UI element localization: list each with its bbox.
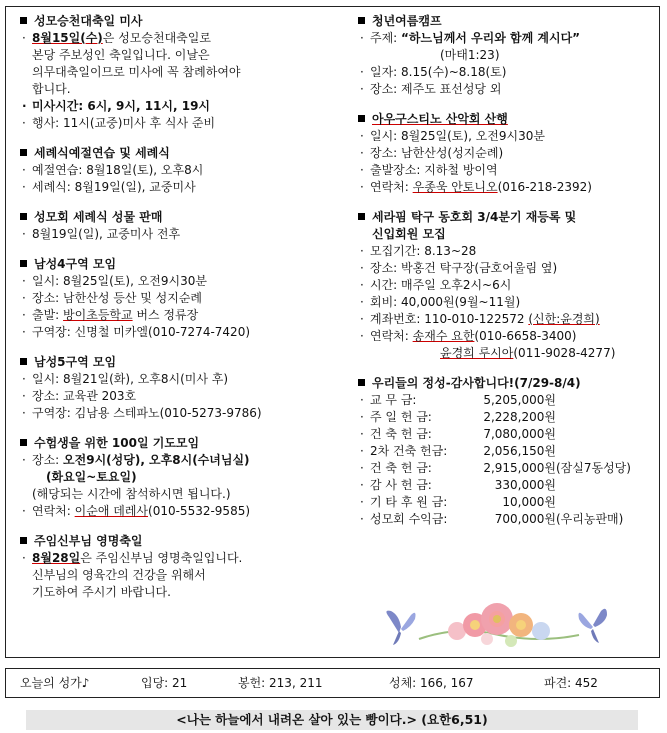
offering-note: (우리농판매)	[556, 512, 624, 526]
offering-note: (잠실7동성당)	[556, 461, 631, 475]
bullet-square-icon	[20, 17, 27, 24]
offering-row: · 성모회 수익금: 700,000원 (우리농판매)	[360, 512, 624, 526]
section-male-district-5: 남성5구역 모임 · 일시: 8월21일(화), 오후8시(미사 후) · 장소: 교육관 203호 · 구역장: 김남용 스테파노(010-5273-9786)	[20, 354, 340, 422]
bullet-square-icon	[358, 379, 365, 386]
section-title: 아우구스티노 산악회 산행	[358, 111, 654, 128]
section-hiking-club: 아우구스티노 산악회 산행 · 일시: 8월25일(토), 오전9시30분 · 장소: 남한산성(성지순례) · 출발장소: 지하철 방이역 · 연락처: 우종욱 안토니오(016-218-2392)	[358, 111, 654, 196]
offering-amount: 2,228,200원	[483, 410, 556, 424]
offering-row: · 감 사 헌 금: 330,000원	[360, 478, 556, 492]
bullet-square-icon	[20, 260, 27, 267]
butterfly-right-icon	[579, 609, 608, 643]
offering-list	[358, 392, 654, 528]
offering-label: 성모회 수익금:	[370, 512, 448, 526]
offering-label: 교 무 금:	[370, 393, 417, 407]
offering-label: 주 일 헌 금:	[370, 410, 432, 424]
offering-amount: 7,080,000원	[483, 427, 556, 441]
bulletin-main-box	[5, 6, 660, 658]
offering-amount: 700,000원	[494, 512, 556, 526]
section-title: 수험생을 위한 100일 기도모임	[20, 435, 340, 452]
hymn-bar	[5, 668, 660, 698]
bullet-square-icon	[20, 439, 27, 446]
section-title: 남성4구역 모임	[20, 256, 340, 273]
section-holy-goods-sale: 성모회 세례식 성물 판매 · 8월19일(일), 교중미사 전후	[20, 209, 340, 243]
offering-label: 건 축 헌 금:	[370, 427, 432, 441]
offering-row: · 교 무 금: 5,205,000원	[360, 393, 556, 407]
section-baptism: 세례식예절연습 및 세례식 · 예절연습: 8월18일(토), 오후8시 · 세례식: 8월19일(일), 교중미사	[20, 145, 340, 196]
offering-label: 2차 건축 헌금:	[370, 444, 448, 458]
section-title: 세라핌 탁구 동호회 3/4분기 재등록 및	[358, 209, 654, 226]
left-column	[20, 13, 340, 614]
offering-amount: 2,056,150원	[483, 444, 556, 458]
section-offerings	[358, 375, 654, 528]
section-pastor-feast: 주임신부님 영명축일 · 8월28일은 주임신부님 영명축일입니다. 신부님의 영육간의 건강을 위해서 기도하여 주시기 바랍니다.	[20, 533, 340, 601]
section-assumption-mass: 성모승천대축일 미사 · 8월15일(수)은 성모승천대축일로 본당 주보성인 축일입니다. 이날은 의무대축일이므로 미사에 꼭 참례하여야 합니다. · 미사시간: 6시, 9시, 11시, 19시 · 행사: 11시(교중)미사 후 식사 준비	[20, 13, 340, 132]
flower-decoration-icon	[379, 595, 619, 655]
today-song-label: 오늘의 성가♪	[20, 676, 90, 690]
bullet-square-icon	[358, 213, 365, 220]
communion-hymn: 성체: 166, 167	[389, 676, 474, 690]
offertory-hymn: 봉헌: 213, 211	[238, 676, 323, 690]
section-title: 주임신부님 영명축일	[20, 533, 340, 550]
offering-row: · 기 타 후 원 금: 10,000원	[360, 495, 556, 509]
section-exam-prayer: 수험생을 위한 100일 기도모임 · 장소: 오전9시(성당), 오후8시(수녀님실) (화요일~토요일) (해당되는 시간에 참석하시면 됩니다.) · 연락처: 이순애 데레사(010-5532-9585)	[20, 435, 340, 520]
bullet-square-icon	[20, 537, 27, 544]
offering-row: · 주 일 헌 금: 2,228,200원	[360, 410, 556, 424]
bullet-square-icon	[20, 213, 27, 220]
offering-amount: 2,915,000원	[483, 461, 556, 475]
section-title: 세례식예절연습 및 세례식	[20, 145, 340, 162]
bullet-square-icon	[20, 149, 27, 156]
section-title: 우리들의 정성-감사합니다!(7/29-8/4)	[358, 375, 654, 392]
offering-amount: 330,000원	[494, 478, 556, 492]
bible-verse: <나는 하늘에서 내려온 살아 있는 빵이다.> (요한6,51)	[26, 710, 638, 730]
butterfly-left-icon	[386, 611, 415, 645]
section-title: 성모승천대축일 미사	[20, 13, 340, 30]
right-column	[358, 13, 654, 541]
bullet-square-icon	[20, 358, 27, 365]
section-title: 성모회 세례식 성물 판매	[20, 209, 340, 226]
offering-row: · 건 축 헌 금: 7,080,000원	[360, 427, 556, 441]
offering-label: 기 타 후 원 금:	[370, 495, 448, 509]
offering-amount: 5,205,000원	[483, 393, 556, 407]
offering-label: 감 사 헌 금:	[370, 478, 432, 492]
offering-row: · 2차 건축 헌금: 2,056,150원	[360, 444, 556, 458]
section-title: 청년여름캠프	[358, 13, 654, 30]
bullet-square-icon	[358, 17, 365, 24]
entrance-hymn: 입당: 21	[141, 676, 188, 690]
section-table-tennis: 세라핌 탁구 동호회 3/4분기 재등록 및 신입회원 모집 · 모집기간: 8.13~28 · 장소: 박홍건 탁구장(금호어울림 옆) · 시간: 매주일 오후2시~6시 · 회비: 40,000원(9월~11월) · 계좌번호: 110-010-122572 (신한:윤경희) · 연락처: 송재수 요한(010-6658-3400) 윤경희 루시아(011-9028-4277)	[358, 209, 654, 362]
bullet-square-icon	[358, 115, 365, 122]
section-title: 남성5구역 모임	[20, 354, 340, 371]
offering-amount: 10,000원	[502, 495, 556, 509]
section-male-district-4: 남성4구역 모임 · 일시: 8월25일(토), 오전9시30분 · 장소: 남한산성 등산 및 성지순례 · 출발: 방이초등학교 버스 정류장 · 구역장: 신명철 미카엘(010-7274-7420)	[20, 256, 340, 341]
offering-row: · 건 축 헌 금: 2,915,000원 (잠실7동성당)	[360, 461, 631, 475]
recessional-hymn: 파견: 452	[544, 676, 598, 690]
section-youth-camp: 청년여름캠프 · 주제: “하느님께서 우리와 함께 계시다” (마태1:23) · 일자: 8.15(수)~8.18(토) · 장소: 제주도 표선성당 외	[358, 13, 654, 98]
offering-label: 건 축 헌 금:	[370, 461, 432, 475]
